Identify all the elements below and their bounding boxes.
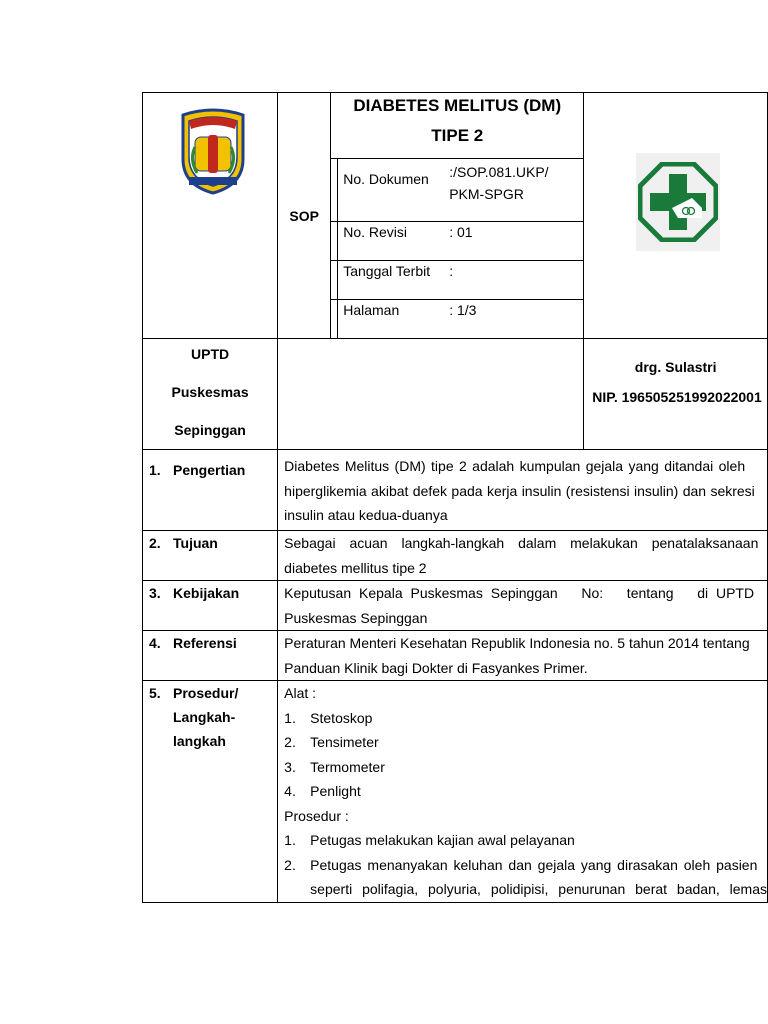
meta-label: Tanggal Terbit — [343, 263, 431, 279]
sop-table — [142, 92, 768, 903]
meta-row-dokumen — [331, 159, 583, 222]
meta-value: :/SOP.081.UKP/ — [449, 164, 549, 180]
section-line: Peraturan Menteri Kesehatan Republik Indonesia no. 5 tahun 2014 tentang — [284, 635, 750, 651]
doc-title-line1: DIABETES MELITUS (DM) — [353, 96, 562, 115]
step-item: 2. Petugas menanyakan keluhan dan gejala yang dirasakan oleh pasien — [284, 856, 758, 873]
meta-row-tanggal — [331, 261, 583, 300]
section-line: hiperglikemia akibat defek pada kerja insulin (resistensi insulin) dan sekresi — [284, 482, 755, 499]
section-label-cell — [143, 681, 278, 903]
section-body-cell — [278, 531, 768, 581]
list-item: 4. Penlight — [284, 783, 361, 799]
section-label-cell — [143, 581, 278, 631]
section-line: diabetes mellitus tipe 2 — [284, 559, 427, 576]
signer-nip: NIP. 196505251992022001 — [592, 389, 762, 405]
section-line: Puskesmas Sepinggan — [284, 609, 428, 626]
section-number: 5. — [149, 685, 161, 701]
section-line: Diabetes Melitus (DM) tipe 2 adalah kumpulan gejala yang ditandai oleh — [284, 458, 746, 474]
doc-title-line2: TIPE 2 — [431, 126, 484, 145]
meta-value-cont: PKM-SPGR — [449, 186, 524, 202]
section-label: Kebijakan — [173, 585, 240, 601]
meta-value: : — [449, 263, 454, 279]
puskesmas-cross-logo-icon — [636, 153, 720, 251]
section-label-cell — [143, 631, 278, 681]
section-label: Referensi — [173, 635, 237, 651]
section-label-cell — [143, 531, 278, 581]
signer-name: drg. Sulastri — [634, 359, 717, 375]
org-line3: Sepinggan — [174, 422, 246, 438]
kota-balikpapan-seal-icon — [177, 107, 249, 197]
section-line: Keputusan Kepala Puskesmas Sepinggan No: tentang di UPTD — [284, 585, 755, 601]
meta-label: No. Revisi — [343, 224, 408, 240]
section-label-cont: Langkah-langkah — [173, 709, 236, 749]
section-number: 1. — [149, 462, 161, 478]
list-item: 2. Tensimeter — [284, 734, 379, 750]
step-item-cont: seperti polifagia, polyuria, polidipisi, penurunan berat badan, lemas — [310, 881, 767, 897]
alat-heading: Alat : — [284, 685, 317, 701]
signature-space-cell — [278, 339, 584, 450]
section-body-cell — [278, 581, 768, 631]
list-item: 3. Termometer — [284, 758, 385, 775]
signer-cell — [584, 339, 768, 450]
prosedur-heading: Prosedur : — [284, 807, 349, 824]
section-label-cell — [143, 450, 278, 531]
title-meta-cell — [331, 93, 584, 339]
logo-cell — [143, 93, 278, 339]
org-line1: UPTD — [191, 346, 230, 362]
section-number: 3. — [149, 585, 161, 601]
section-label: Pengertian — [173, 462, 246, 478]
step-item: 1. Petugas melakukan kajian awal pelayanan — [284, 832, 575, 848]
meta-label: No. Dokumen — [343, 171, 429, 187]
section-label: Tujuan — [173, 535, 218, 551]
org-line2: Puskesmas — [171, 384, 249, 400]
title-block — [331, 96, 583, 159]
section-line: insulin atau kedua-duanya — [284, 507, 448, 523]
section-label: Prosedur/ — [173, 685, 239, 701]
section-body-cell — [278, 631, 768, 681]
meta-value: : 01 — [449, 224, 473, 240]
section-line: Panduan Klinik bagi Dokter di Fasyankes Primer. — [284, 659, 588, 676]
meta-row-revisi — [331, 222, 583, 261]
list-item: 1. Stetoskop — [284, 709, 373, 726]
section-body-cell — [278, 450, 768, 531]
section-number: 4. — [149, 635, 161, 651]
meta-row-halaman — [331, 300, 583, 338]
meta-value: : 1/3 — [449, 302, 477, 318]
section-line: Sebagai acuan langkah-langkah dalam melakukan penatalaksanaan — [284, 535, 759, 551]
procedure-body-cell — [278, 681, 768, 903]
doc-type-cell — [278, 93, 331, 339]
section-number: 2. — [149, 535, 161, 551]
right-logo-cell — [584, 93, 768, 339]
doc-type-label: SOP — [289, 207, 319, 224]
org-cell — [143, 339, 278, 450]
meta-label: Halaman — [343, 302, 400, 318]
